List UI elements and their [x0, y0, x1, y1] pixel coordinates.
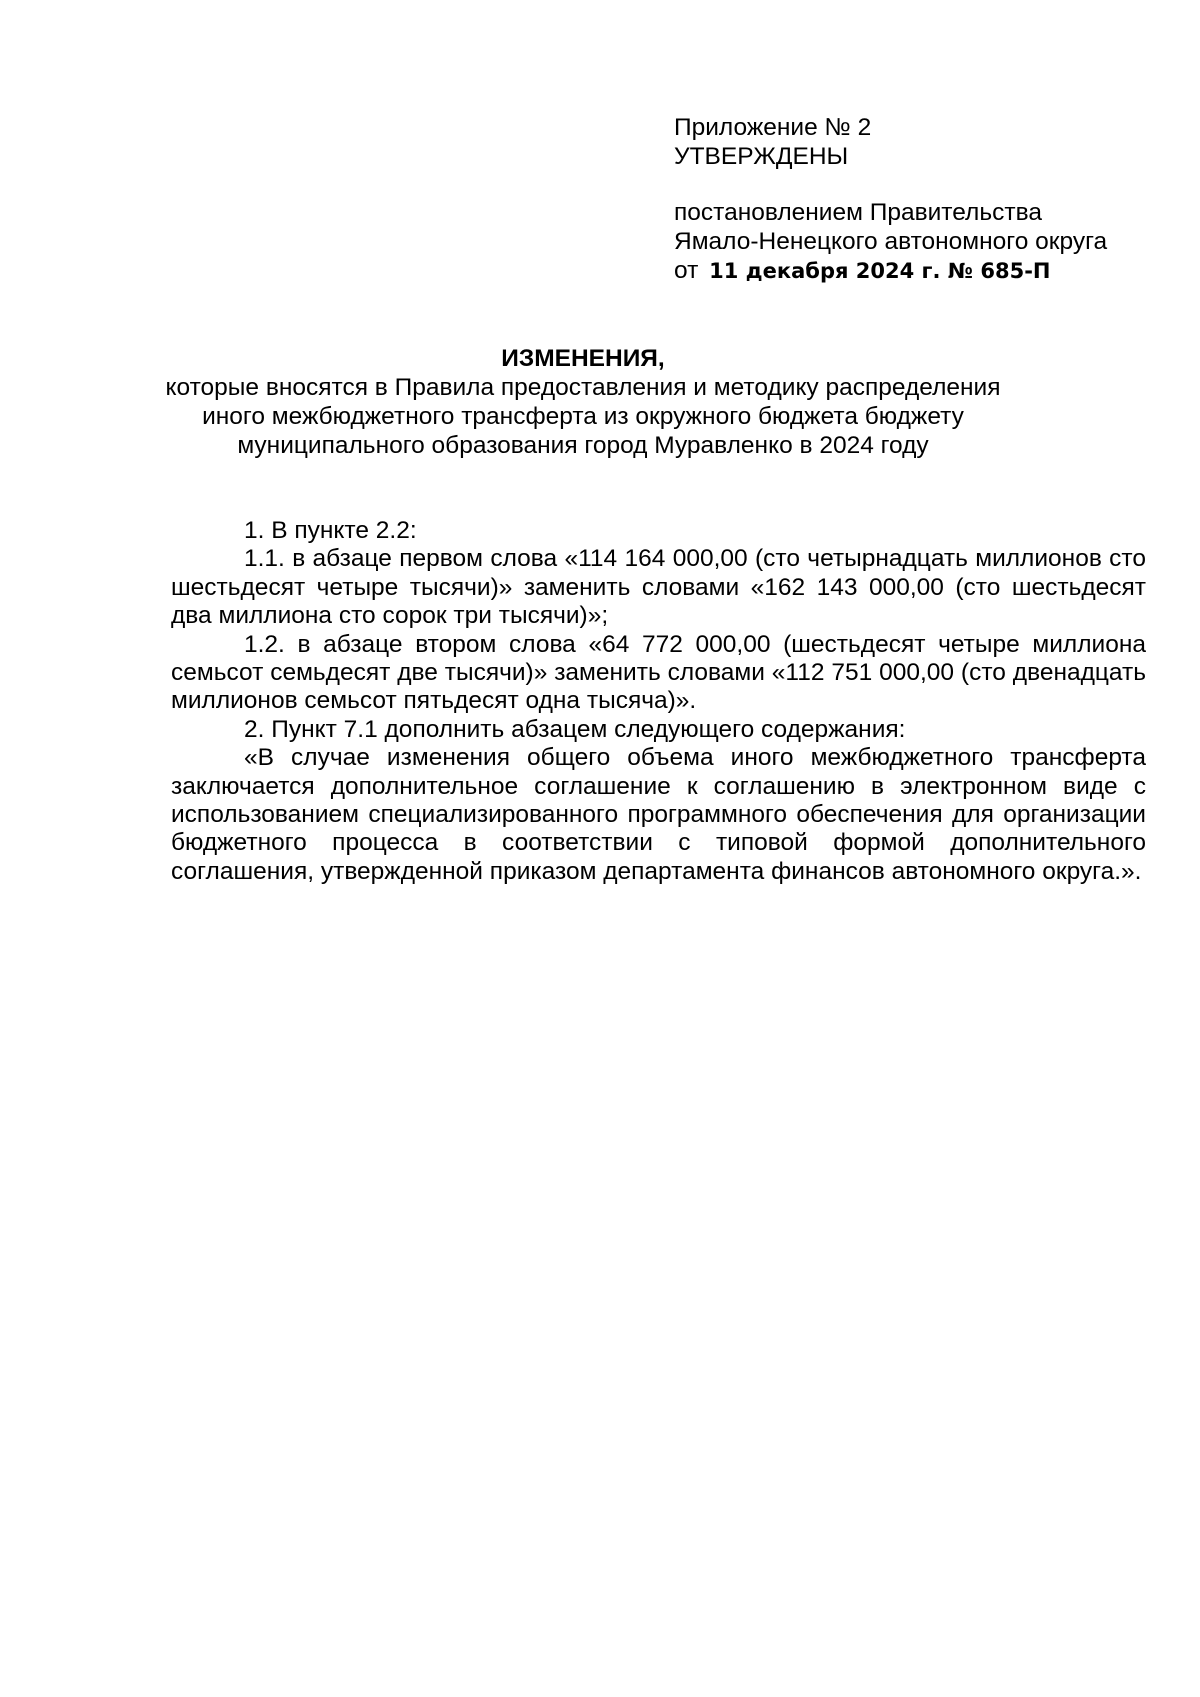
header-spacer: [674, 171, 1174, 198]
title-heading: ИЗМЕНЕНИЯ,: [501, 345, 665, 372]
paragraph-2-quote: «В случае изменения общего объема иного межбюджетного трансферта заключается дополнительное соглашение к соглашению в электронном виде с использованием специализированного программного обеспечения для организации бюджетного процесса в соответствии с типовой формой дополнительного соглашения, утвержденной приказом департамента финансов автономного округа.».: [171, 744, 1146, 885]
approved-label: УТВЕРЖДЕНЫ: [674, 143, 849, 170]
document-body: [171, 517, 1146, 886]
decree-date-number: 11 декабря 2024 г. № 685-П: [709, 259, 1051, 283]
document-title: [150, 344, 1016, 460]
paragraph-1-2: 1.2. в абзаце втором слова «64 772 000,00 (шестьдесят четыре миллиона семьсот семьдесят две тысячи)» заменить словами «112 751 000,00 (сто двенадцать миллионов семьсот пятьдесят одна тысяча)».: [171, 630, 1146, 715]
title-line-2: иного межбюджетного трансферта из окружного бюджета бюджету: [202, 403, 964, 430]
approval-header: [674, 113, 1174, 286]
decree-line-2: Ямало-Ненецкого автономного округа: [674, 228, 1108, 255]
paragraph-2: 2. Пункт 7.1 дополнить абзацем следующего содержания:: [244, 715, 906, 743]
appendix-label: Приложение № 2: [674, 114, 872, 141]
paragraph-1: 1. В пункте 2.2:: [244, 517, 417, 544]
title-line-1: которые вносятся в Правила предоставления и методику распределения: [165, 374, 1001, 401]
date-prefix: от: [674, 257, 699, 284]
title-line-3: муниципального образования город Муравленко в 2024 году: [237, 432, 929, 459]
paragraph-1-1: 1.1. в абзаце первом слова «114 164 000,00 (сто четырнадцать миллионов сто шестьдесят четыре тысячи)» заменить словами «162 143 000,00 (сто шестьдесят два миллиона сто сорок три тысячи)»;: [171, 545, 1146, 630]
decree-line-1: постановлением Правительства: [674, 199, 1042, 226]
decree-date-line: [674, 256, 1174, 286]
